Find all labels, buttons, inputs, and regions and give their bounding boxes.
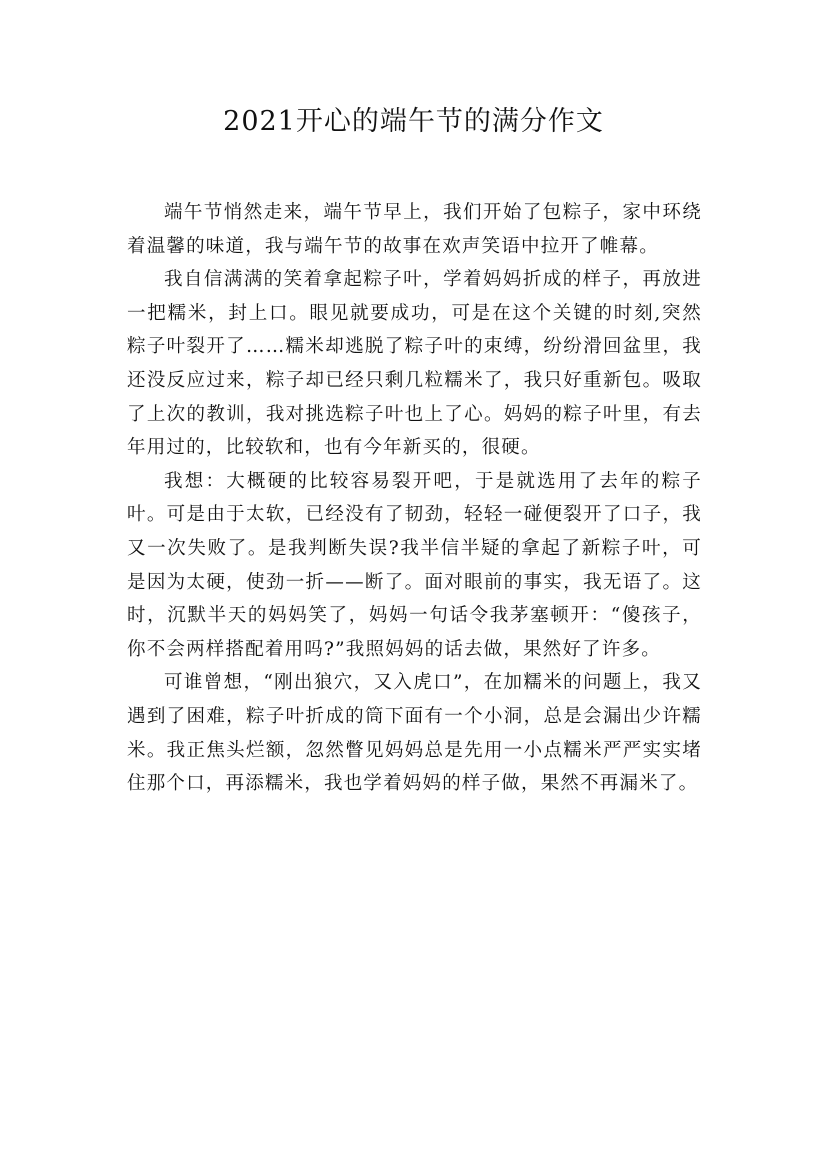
- paragraph-4: 可谁曾想，“刚出狼穴，又入虎口”，在加糯米的问题上，我又遇到了困难，粽子叶折成的筒下面有一个小洞，总是会漏出少许糯米。我正焦头烂额，忽然瞥见妈妈总是先用一小点糯米严严实实堵住那个口，再添糯米，我也学着妈妈的样子做，果然不再漏米了。: [127, 672, 702, 795]
- paragraph-2: 我自信满满的笑着拿起粽子叶，学着妈妈折成的样子，再放进一把糯米，封上口。眼见就要成功，可是在这个关键的时刻,突然粽子叶裂开了……糯米却逃脱了粽子叶的束缚，纷纷滑回盆里，我还没反应过来，粽子却已经只剩几粒糯米了，我只好重新包。吸取了上次的教训，我对挑选粽子叶也上了心。妈妈的粽子叶里，有去年用过的，比较软和，也有今年新买的，很硬。: [127, 269, 702, 459]
- document-title: 2021开心的端午节的满分作文: [223, 106, 604, 137]
- paragraph-3: 我想：大概硬的比较容易裂开吧，于是就选用了去年的粽子叶。可是由于太软，已经没有了韧劲，轻轻一碰便裂开了口子，我又一次失败了。是我判断失误?我半信半疑的拿起了新粽子叶，可是因为太硬，使劲一折——断了。面对眼前的事实，我无语了。这时，沉默半天的妈妈笑了，妈妈一句话令我茅塞顿开：“傻孩子，你不会两样搭配着用吗?”我照妈妈的话去做，果然好了许多。: [127, 470, 702, 660]
- document-body: [127, 196, 702, 801]
- paragraph-1: 端午节悄然走来，端午节早上，我们开始了包粽子，家中环绕着温馨的味道，我与端午节的故事在欢声笑语中拉开了帷幕。: [127, 202, 702, 257]
